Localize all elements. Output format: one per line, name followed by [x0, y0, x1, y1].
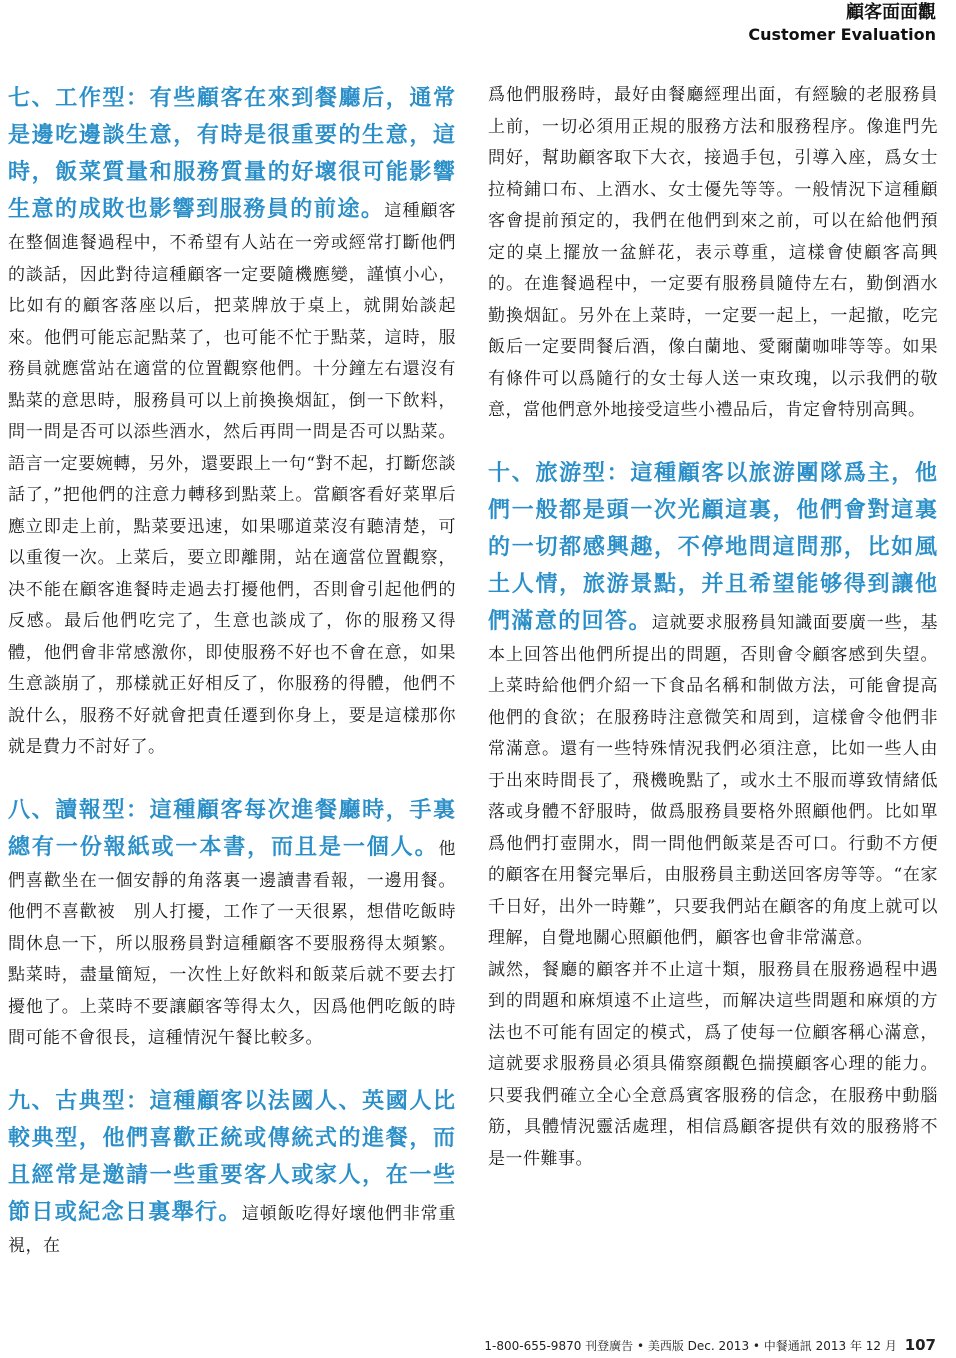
left-column	[8, 80, 456, 1262]
section-9-body: 這頓飯吃得好壞他們非常重視，在	[8, 1203, 456, 1256]
section-7-heading-text: 有些顧客在來到餐廳后，通常是邊吃邊談生意，有時是很重要的生意，這時，飯菜質量和服務質量的好壞很可能影響生意的成敗也影響到服務員的前途。	[8, 86, 456, 222]
page-header	[748, 2, 936, 46]
section-7-label: 七、工作型：	[8, 86, 150, 111]
section-8-label: 八、讀報型：	[8, 797, 150, 823]
section-8	[8, 792, 456, 1055]
section-7	[8, 80, 456, 764]
section-9	[8, 1083, 456, 1263]
right-column	[488, 80, 938, 1175]
section-8-heading	[8, 798, 456, 860]
section-title-en: Customer Evaluation	[748, 25, 936, 44]
footer-text: 1-800-655-9870 刊登廣告 • 美西版 Dec. 2013 • 中餐通訊 2013 年 12 月	[484, 1339, 897, 1353]
section-10-heading	[488, 461, 938, 634]
page-number: 107	[904, 1336, 936, 1354]
section-8-heading-text: 這種顧客每次進餐廳時，手裏總有一份報紙或一本書，而且是一個人。	[8, 797, 456, 860]
section-9-heading-text: 這種顧客以法國人、英國人比較典型，他們喜歡正統或傳統式的進餐，而且經常是邀請一些重要客人或家人，在一些節日或紀念日裏舉行。	[8, 1088, 456, 1225]
section-9-label: 九、古典型：	[8, 1088, 150, 1114]
section-8-body: 他們喜歡坐在一個安靜的角落裏一邊讀書看報，一邊用餐。他們不喜歡被 別人打擾，工作了一天很累，想借吃飯時間休息一下，所以服務員對這種顧客不要服務得太頻繁。點菜時，盡量簡短，一次性上好飲料和飯菜后就不要去打擾他了。上菜時不要讓顧客等得太久，因爲他們吃飯的時間可能不會很長，這種情況午餐比較多。	[8, 838, 456, 1048]
closing-paragraph: 誠然，餐廳的顧客并不止這十類，服務員在服務過程中遇到的問題和麻煩遠不止這些，而解决這些問題和麻煩的方法也不可能有固定的模式，爲了使每一位顧客稱心滿意，這就要求服務員必須具備察顔觀色揣摸顧客心理的能力。只要我們確立全心全意爲賓客服務的信念，在服務中動腦筋，具體情況靈活處理，相信爲顧客提供有效的服務將不是一件難事。	[488, 959, 938, 1169]
section-7-body: 這種顧客在整個進餐過程中，不希望有人站在一旁或經常打斷他們的談話，因此對待這種顧客一定要隨機應變，謹慎小心，比如有的顧客落座以后，把菜牌放于桌上，就開始談起來。他們可能忘記點菜了，也可能不忙于點菜，這時，服務員就應當站在適當的位置觀察他們。十分鐘左右還沒有點菜的意思時，服務員可以上前換換烟缸，倒一下飲料，問一問是否可以添些酒水，然后再問一問是否可以點菜。語言一定要婉轉，另外，還要跟上一句“對不起，打斷您談話了，”把他們的注意力轉移到點菜上。當顧客看好菜單后應立即走上前，點菜要迅速，如果哪道菜沒有聽清楚，可以重復一次。上菜后，要立即離開，站在適當位置觀察，决不能在顧客進餐時走過去打擾他們，否則會引起他們的反感。最后他們吃完了，生意也談成了，你的服務又得體，他們會非常感激你，即使服務不好也不會在意，如果生意談崩了，那樣就正好相反了，你服務的得體，他們不說什么，服務不好就會把責任遷到你身上，要是這樣那你就是費力不討好了。	[8, 201, 456, 757]
page-footer	[484, 1336, 936, 1354]
section-9-continued: 爲他們服務時，最好由餐廳經理出面，有經驗的老服務員上前，一切必須用正規的服務方法和服務程序。像進門先問好，幫助顧客取下大衣，接過手包，引導入座，爲女士拉椅鋪口布、上酒水、女士優先等等。一般情況下這種顧客會提前預定的，我們在他們到來之前，可以在給他們預定的桌上擺放一盆鮮花，表示尊重，這樣會使顧客高興的。在進餐過程中，一定要有服務員隨侍左右，勤倒酒水勤換烟缸。另外在上菜時，一定要一起上，一起撤，吃完飯后一定要問餐后酒，像白蘭地、愛爾蘭咖啡等等。如果有條件可以爲隨行的女士每人送一束玫瑰，以示我們的敬意，當他們意外地接受這些小禮品后，肯定會特別高興。	[488, 85, 938, 420]
section-title-zh: 顧客面面觀	[846, 2, 936, 23]
section-10	[488, 455, 938, 955]
section-10-body: 這就要求服務員知識面要廣一些，基本上回答出他們所提出的問題，否則會令顧客感到失望。上菜時給他們介紹一下食品名稱和制做方法，可能會提高他們的食欲；在服務時注意微笑和周到，這樣會令他們非常滿意。還有一些特殊情況我們必須注意，比如一些人由于出來時間長了，飛機晚點了，或水土不服而導致情緒低落或身體不舒服時，做爲服務員要格外照顧他們。比如單爲他們打壺開水，問一問他們飯菜是否可口。行動不方便的顧客在用餐完畢后，由服務員主動送回客房等等。“在家千日好，出外一時難”，只要我們站在顧客的角度上就可以理解，自覺地關心照顧他們，顧客也會非常滿意。	[488, 612, 938, 948]
section-10-heading-text: 這種顧客以旅游團隊爲主，他們一般都是頭一次光顧這裏，他們會對這裏的一切都感興趣，不停地問這問那，比如風土人情，旅游景點，并且希望能够得到讓他們滿意的回答。	[488, 460, 938, 634]
section-10-label: 十、旅游型：	[488, 460, 631, 486]
